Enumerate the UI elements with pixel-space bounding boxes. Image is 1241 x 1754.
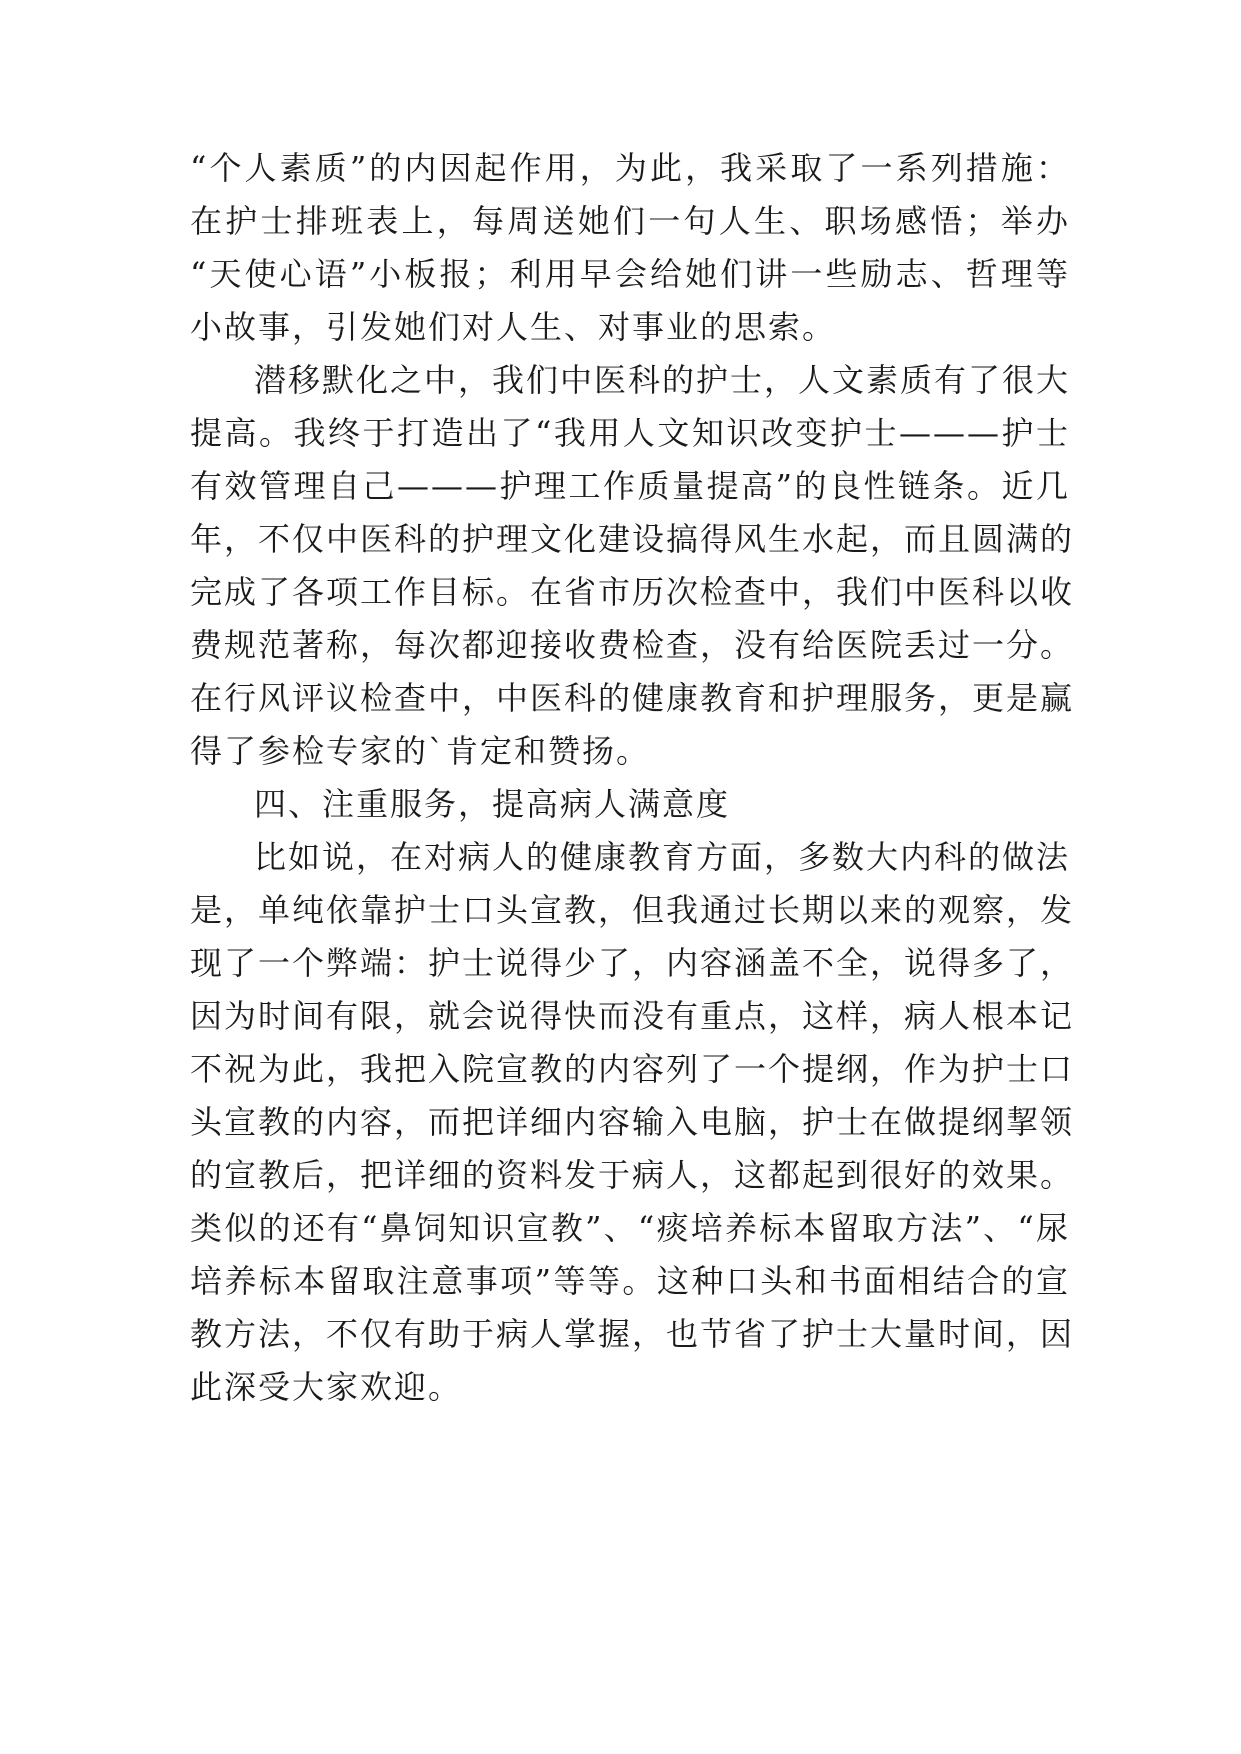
- text-line: “天使心语”小板报；利用早会给她们讲一些励志、哲理等: [190, 255, 1070, 293]
- text-line: 比如说，在对病人的健康教育方面，多数大内科的做法: [254, 838, 1071, 876]
- text-line: 此深受大家欢迎。: [190, 1368, 463, 1406]
- text-line: 费规范著称，每次都迎接收费检查，没有给医院丢过一分。: [190, 626, 1075, 664]
- text-line: 培养标本留取注意事项”等等。这种口头和书面相结合的宣: [190, 1262, 1070, 1300]
- text-line: “个人素质”的内因起作用，为此，我采取了一系列措施：: [190, 149, 1070, 187]
- text-line: 在行风评议检查中，中医科的健康教育和护理服务，更是赢: [190, 679, 1075, 717]
- text-line: 有效管理自己———护理工作质量提高”的良性链条。近几: [190, 467, 1070, 505]
- text-line: 提高。我终于打造出了“我用人文知识改变护士———护士: [190, 414, 1070, 452]
- text-line: 小故事，引发她们对人生、对事业的思索。: [190, 308, 837, 346]
- text-line: 完成了各项工作目标。在省市历次检查中，我们中医科以收: [190, 573, 1075, 611]
- text-line: 年，不仅中医科的护理文化建设搞得风生水起，而且圆满的: [190, 520, 1075, 558]
- section-heading: 四、注重服务，提高病人满意度: [254, 785, 731, 823]
- text-line: 头宣教的内容，而把详细内容输入电脑，护士在做提纲挈领: [190, 1103, 1075, 1141]
- text-line: 潜移默化之中，我们中医科的护士，人文素质有了很大: [254, 361, 1071, 399]
- text-line: 不祝为此，我把入院宣教的内容列了一个提纲，作为护士口: [190, 1050, 1075, 1088]
- text-line: 在护士排班表上，每周送她们一句人生、职场感悟；举办: [190, 202, 1070, 240]
- text-line: 现了一个弊端：护士说得少了，内容涵盖不全，说得多了，: [190, 944, 1075, 982]
- text-line: 得了参检专家的`肯定和赞扬。: [190, 732, 651, 770]
- text-line: 类似的还有“鼻饲知识宣教”、“痰培养标本留取方法”、“尿: [190, 1209, 1070, 1247]
- text-line: 的宣教后，把详细的资料发于病人，这都起到很好的效果。: [190, 1156, 1075, 1194]
- text-line: 是，单纯依靠护士口头宣教，但我通过长期以来的观察，发: [190, 891, 1075, 929]
- text-line: 因为时间有限，就会说得快而没有重点，这样，病人根本记: [190, 997, 1075, 1035]
- text-line: 教方法，不仅有助于病人掌握，也节省了护士大量时间，因: [190, 1315, 1075, 1353]
